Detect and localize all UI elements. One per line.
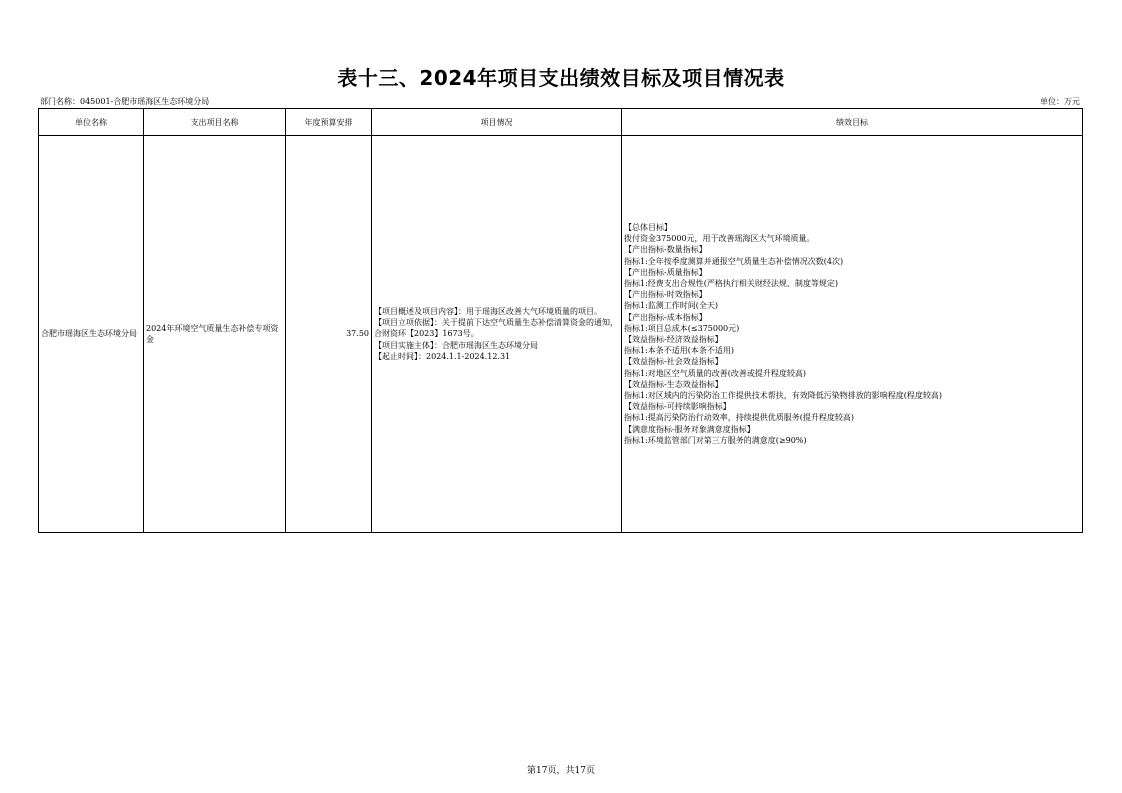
- situation-line: 【起止时间】：2024.1.1-2024.12.31: [374, 351, 511, 361]
- goal-line: 【产出指标-质量指标】: [624, 267, 707, 277]
- unit-label: 单位：万元: [1040, 97, 1080, 106]
- goal-line: 【总体目标】: [624, 222, 672, 232]
- goal-line: 【产出指标-数量指标】: [624, 245, 707, 255]
- cell-budget: 37.50: [286, 136, 372, 533]
- goal-line: 【效益指标-可持续影响指标】: [624, 402, 731, 412]
- cell-situation: [372, 136, 622, 533]
- goal-line: 指标1:项目总成本(≤375000元): [624, 323, 740, 333]
- performance-table: [38, 108, 1083, 533]
- situation-line: 【项目立项依据】：关于提前下达空气质量生态补偿清算资金的通知，合财资环【2023】1673号。: [374, 318, 618, 339]
- goal-line: 【满意度指标-服务对象满意度指标】: [624, 424, 755, 434]
- goal-line: 【产出指标-成本指标】: [624, 312, 707, 322]
- goal-line: 【产出指标-时效指标】: [624, 290, 707, 300]
- goal-line: 指标1:经费支出合规性(严格执行相关财经法规、制度等规定): [624, 278, 839, 288]
- cell-goals: [622, 136, 1083, 533]
- cell-project-name: 2024年环境空气质量生态补偿专项资金: [144, 136, 286, 533]
- goal-line: 指标1:对地区空气质量的改善(改善或提升程度较高): [624, 368, 807, 378]
- header-budget: 年度预算安排: [286, 109, 372, 136]
- header-unit-name: 单位名称: [39, 109, 144, 136]
- goal-line: 指标1:本条不适用(本条不适用): [624, 346, 735, 356]
- goal-line: 拨付资金375000元，用于改善瑶海区大气环境质量。: [624, 234, 815, 244]
- goal-line: 指标1:全年按季度测算并通报空气质量生态补偿情况次数(4次): [624, 256, 844, 266]
- header-goals: 绩效目标: [622, 109, 1083, 136]
- header-situation: 项目情况: [372, 109, 622, 136]
- table-header-row: [39, 109, 1083, 136]
- goal-line: 指标1:环境监管部门对第三方服务的满意度(≥90%): [624, 435, 807, 445]
- department-label: 部门名称：045001-合肥市瑶海区生态环境分局: [40, 97, 210, 106]
- situation-line: 【项目实施主体】：合肥市瑶海区生态环境分局: [374, 340, 538, 350]
- table-row: [39, 136, 1083, 533]
- situation-line: 【项目概述及项目内容】：用于瑶海区改善大气环境质量的项目。: [374, 306, 602, 316]
- goal-line: 【效益指标-社会效益指标】: [624, 357, 723, 367]
- goal-line: 【效益指标-生态效益指标】: [624, 379, 723, 389]
- goal-line: 指标1:监测工作时间(全天): [624, 301, 719, 311]
- goal-line: 【效益指标-经济效益指标】: [624, 335, 723, 344]
- goal-line: 指标1:提高污染防治行动效率，持续提供优质服务(提升程度较高): [624, 413, 855, 423]
- page-title: 表十三、2024年项目支出绩效目标及项目情况表: [337, 66, 785, 90]
- cell-unit-name: 合肥市瑶海区生态环境分局: [39, 136, 144, 533]
- header-project-name: 支出项目名称: [144, 109, 286, 136]
- page-number: 第17页，共17页: [527, 766, 595, 776]
- goal-line: 指标1:对区域内的污染防治工作提供技术帮扶，有效降低污染物排放的影响程度(程度较高): [624, 391, 943, 401]
